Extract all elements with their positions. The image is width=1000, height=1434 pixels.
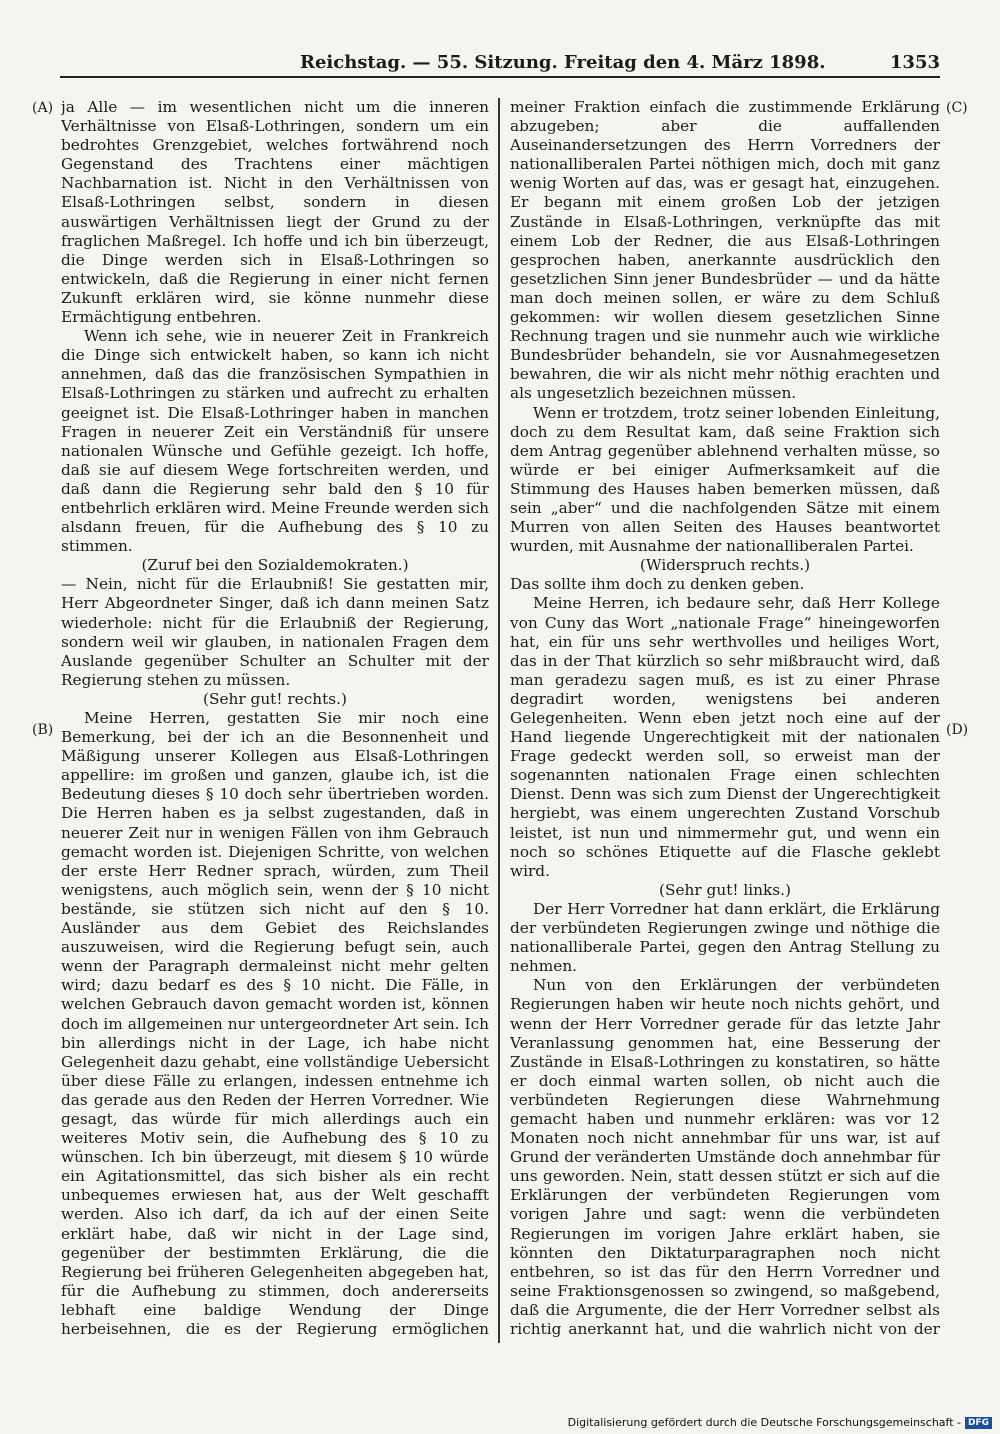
dfg-logo-icon: DFG (965, 1417, 992, 1429)
interjection: (Sehr gut! rechts.) (203, 689, 347, 708)
paragraph: Der Herr Vorredner hat dann erklärt, die Erklärung der verbündeten Regierungen zwinge und nöthige die nationalliberale Partei, gegen den Antrag Stellung zu nehmen. (510, 899, 940, 976)
margin-marker-a: (A) (32, 100, 54, 116)
paragraph: Wenn er trotzdem, trotz seiner lobenden Einleitung, doch zu dem Resultat kam, daß seine Fraktion sich dem Antrag gegenüber ablehnend verhalten müsse, so würde er bei einiger Aufmerksamkeit auf die Stimmung des Hauses haben bemerken müssen, daß sein „aber“ und die nachfolgenden Sätze mit einem Murren von allen Seiten des Hauses beantwortet wurden, mit Ausnahme der nationalliberalen Partei. (510, 403, 940, 556)
interjection: (Sehr gut! links.) (659, 880, 791, 899)
column-divider (498, 98, 500, 1343)
margin-marker-b: (B) (32, 722, 54, 738)
paragraph: Das sollte ihm doch zu denken geben. (510, 575, 805, 594)
interjection: (Widerspruch rechts.) (639, 556, 811, 575)
paragraph: Wenn ich sehe, wie in neuerer Zeit in Frankreich die Dinge sich entwickelt haben, so kann ich nicht annehmen, daß das die französischen Sympathien in Elsaß-Lothringen zu stärken und aufrecht zu erhalten geeignet ist. Die Elsaß-Lothringer haben in manchen Fragen in neuerer Zeit ein Verständniß für unsere nationalen Wünsche und Gefühle gezeigt. Ich hoffe, daß sie auf diesem Wege fortschreiten werden, und daß dann die Regierung sehr bald den § 10 für entbehrlich erklären wird. Meine Freunde werden sich alsdann freuen, für die Aufhebung des § 10 zu stimmen. (61, 327, 489, 556)
page-number: 1353 (889, 52, 940, 73)
margin-marker-d: (D) (946, 722, 969, 738)
footer (568, 1416, 992, 1429)
right-column (510, 98, 940, 1340)
paragraph: Nun von den Erklärungen der verbündeten Regierungen haben wir heute noch nichts gehört, und wenn der Herr Vorredner gerade für das letzte Jahr Veranlassung genommen hat, eine Besserung der Zustände in Elsaß-Lothringen zu konstatiren, so hätte er doch einmal warten sollen, ob nicht auch die verbündeten Regierungen diese Wahrnehmung gemacht haben und nunmehr erklären: was vor 12 Monaten noch nicht annehmbar für uns war, ist auf Grund der veränderten Umstände doch annehmbar für uns geworden. Nein, statt dessen stützt er sich auf die Erklärungen der verbündeten Regierungen vom vorigen Jahre und sagt: wenn die verbündeten Regierungen im vorigen Jahre erklärt haben, sie könnten den Diktaturparagraphen noch nicht entbehren, so ist das für den Herrn Vorredner und seine Fraktionsgenossen so zwingend, so maßgebend, daß die Argumente, die der Herr Vorredner selbst als richtig anerkannt hat, und die wahrlich nicht von der (510, 976, 940, 1338)
paragraph: Meine Herren, ich bedaure sehr, daß Herr Kollege von Cuny das Wort „nationale Frage“ hineingeworfen hat, ein für uns sehr werthvolles und heiliges Wort, das in der That kürzlich so sehr mißbraucht wird, daß man geradezu sagen muß, es ist zu einer Phrase degradirt worden, wenigstens bei anderen Gelegenheiten. Wenn eben jetzt noch eine auf der Hand liegende Ungerechtigkeit mit der nationalen Frage gedeckt werden soll, so erweist man der sogenannten nationalen Frage einen schlechten Dienst. Denn was sich zum Dienst der Ungerechtigkeit hergiebt, was einem ungerechten Zustand Vorschub leistet, ist nun und nimmermehr gut, und wenn ein noch so schönes Etiquette auf die Flasche geklebt wird. (510, 594, 940, 880)
interjection: (Zuruf bei den Sozialdemokraten.) (141, 556, 409, 575)
left-column (61, 98, 489, 1340)
footer-credit: Digitalisierung gefördert durch die Deutsche Forschungsgemeinschaft - (567, 1416, 961, 1429)
page-header (60, 52, 940, 78)
margin-marker-c: (C) (946, 100, 968, 116)
paragraph: — Nein, nicht für die Erlaubniß! Sie gestatten mir, Herr Abgeordneter Singer, daß ich dann meinen Satz wiederhole: nicht für die Erlaubniß der Regierung, sondern weil wir glauben, in nationalen Fragen dem Auslande gegenüber Schulter an Schulter mit der Regierung stehen zu müssen. (61, 575, 489, 689)
paragraph: ja Alle — im wesentlichen nicht um die inneren Verhältnisse von Elsaß-Lothringen, sondern um ein bedrohtes Grenzgebiet, welches fortwährend noch Gegenstand des Trachtens einer mächtigen Nachbarnation ist. Nicht in den Verhältnissen von Elsaß-Lothringen selbst, sondern in diesen auswärtigen Verhältnissen liegt der Grund zu der fraglichen Maßregel. Ich hoffe und ich bin überzeugt, die Dinge werden sich in Elsaß-Lothringen so entwickeln, daß die Regierung in einer nicht fernen Zukunft erklären wird, sie könne nunmehr diese Ermächtigung entbehren. (61, 98, 489, 327)
page-title: Reichstag. — 55. Sitzung. Freitag den 4. März 1898. (300, 52, 826, 73)
paragraph: Meine Herren, gestatten Sie mir noch eine Bemerkung, bei der ich an die Besonnenheit und Mäßigung unserer Kollegen aus Elsaß-Lothringen appellire: im großen und ganzen, glaube ich, ist die Bedeutung dieses § 10 doch sehr übertrieben worden. Die Herren haben es ja selbst zugestanden, daß in neuerer Zeit nur in wenigen Fällen von ihm Gebrauch gemacht worden ist. Diejenigen Schritte, von welchen der erste Herr Redner sprach, würden, zum Theil wenigstens, auch möglich sein, wenn der § 10 nicht bestände, sie stützen sich nicht auf den § 10. Ausländer aus dem Gebiet des Reichslandes auszuweisen, wird die Regierung befugt sein, auch wenn der Paragraph dermaleinst nicht mehr gelten wird; dazu bedarf es des § 10 nicht. Die Fälle, in welchen Gebrauch davon gemacht worden ist, können doch im allgemeinen nur untergeordneter Art sein. Ich bin allerdings nicht in der Lage, ich habe nicht Gelegenheit dazu gehabt, eine vollständige Uebersicht über diese Fälle zu erlangen, indessen entnehme ich das gerade aus den Reden der Herren Vorredner. Wie gesagt, das würde für mich allerdings auch ein weiteres Motiv sein, die Aufhebung des § 10 zu wünschen. Ich bin überzeugt, mit diesem § 10 würde ein Agitationsmittel, das sich bisher als ein recht unbequemes erwiesen hat, aus der Welt geschafft werden. Also ich darf, da ich auf der einen Seite erklärt habe, daß wir nicht in der Lage sind, gegenüber der bestimmten Erklärung, die die Regierung bei früheren Gelegenheiten abgegeben hat, für die Aufhebung zu stimmen, doch andererseits lebhaft eine baldige Wendung der Dinge herbeisehnen, die es der Regierung ermöglichen (61, 709, 489, 1338)
paragraph: meiner Fraktion einfach die zustimmende Erklärung abzugeben; aber die auffallenden Auseinandersetzungen des Herrn Vorredners der nationalliberalen Partei nöthigen mich, doch mit ganz wenig Worten auf das, was er gesagt hat, einzugehen. Er begann mit einem großen Lob der jetzigen Zustände in Elsaß-Lothringen, verknüpfte das mit einem Lob der Redner, die aus Elsaß-Lothringen gesprochen haben, anerkannte ausdrücklich den gesetzlichen Sinn jener Bundesbrüder — und da hätte man doch meinen sollen, er wäre zu dem Schluß gekommen: wir wollen diesem gesetzlichen Sinne Rechnung tragen und sie nunmehr auch wie wirkliche Bundesbrüder behandeln, sie vor Ausnahmegesetzen bewahren, die wir als nicht mehr nöthig erachten und als ungesetzlich bezeichnen müssen. (510, 98, 940, 403)
